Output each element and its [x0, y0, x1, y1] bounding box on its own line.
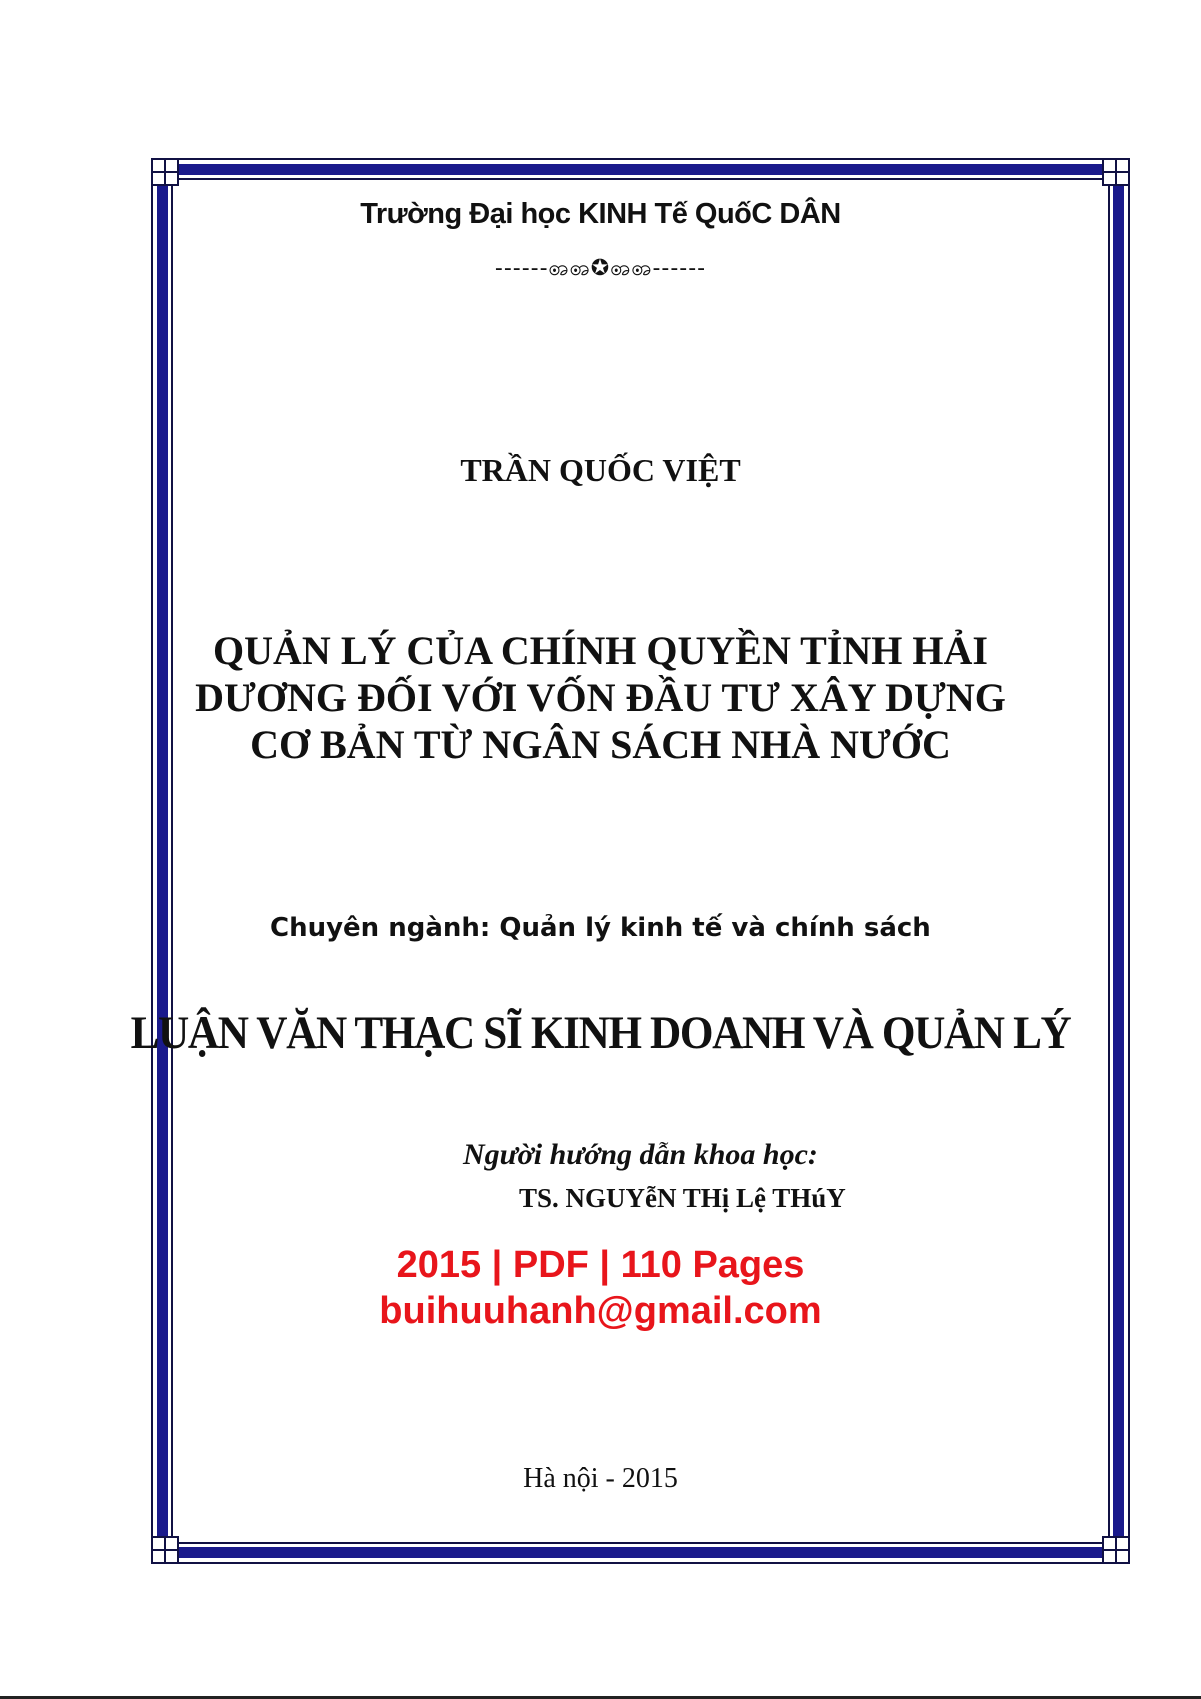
- promo-watermark: [0, 1242, 1201, 1334]
- promo-line-email: buihuuhanh@gmail.com: [379, 1290, 822, 1332]
- corner-ornament-top-left: [151, 158, 179, 186]
- supervisor-label: Người hướng dẫn khoa học:: [463, 1138, 818, 1171]
- author-name: TRẦN QUỐC VIỆT: [460, 452, 741, 488]
- decorative-divider: ------ꩨꩨ✪ꩨꩨ------: [494, 256, 707, 281]
- degree-title: LUẬN VĂN THẠC SĨ KINH DOANH VÀ QUẢN LÝ: [130, 1007, 1071, 1059]
- corner-ornament-bottom-right: [1102, 1536, 1130, 1564]
- school-name: Trường Đại học KINH Tế QuốC DÂN: [360, 198, 841, 230]
- thesis-title-line-1: QUẢN LÝ CỦA CHÍNH QUYỀN TỈNH HẢI: [213, 628, 988, 673]
- thesis-title-line-3: CƠ BẢN TỪ NGÂN SÁCH NHÀ NƯỚC: [250, 722, 951, 767]
- thesis-title-line-2: DƯƠNG ĐỐI VỚI VỐN ĐẦU TƯ XÂY DỰNG: [195, 675, 1006, 720]
- corner-ornament-bottom-left: [151, 1536, 179, 1564]
- promo-line-info: 2015 | PDF | 110 Pages: [396, 1244, 805, 1286]
- place-and-date: Hà nội - 2015: [523, 1463, 678, 1494]
- thesis-title: [0, 627, 1201, 768]
- page-border-frame: [157, 164, 1124, 1558]
- major-specialization: Chuyên ngành: Quản lý kinh tế và chính sách: [270, 913, 931, 943]
- corner-ornament-top-right: [1102, 158, 1130, 186]
- supervisor-name: TS. NGUYễN THị Lệ THúY: [519, 1183, 846, 1213]
